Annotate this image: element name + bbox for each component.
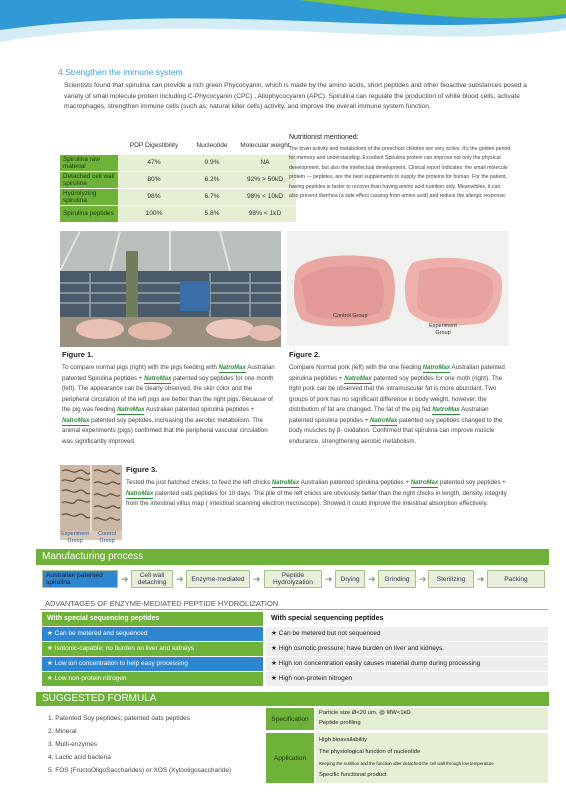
table-row bbox=[60, 188, 296, 205]
table-cell: NA bbox=[234, 154, 296, 171]
figure1-text bbox=[62, 363, 280, 447]
figure3-text-d: patented oats peptides for 10 days. The pile of the left chicks are obviously better than the right chicks in length, density, integrity from the intestinal villus map ( intestinal scanning electron microscope). Showed it could improve the intestinal absorption effectively. bbox=[126, 489, 507, 507]
arrow-right-icon: ➜ bbox=[368, 574, 376, 584]
comparison-table bbox=[60, 137, 296, 223]
row-label: Spirulina raw material bbox=[60, 154, 118, 171]
process-step: Peptide Hydrolyzation bbox=[264, 570, 322, 588]
process-step: Grinding bbox=[378, 570, 416, 588]
arrow-right-icon: ➜ bbox=[176, 574, 184, 584]
advantage-item: ★ Can be metered and sequenced bbox=[42, 627, 263, 641]
row-label: Spirulina peptides bbox=[60, 205, 118, 222]
table-cell: 5.8% bbox=[190, 205, 234, 222]
left-column-header: With special sequencing peptides bbox=[42, 612, 263, 626]
arrow-right-icon: ➜ bbox=[121, 574, 129, 584]
figure2-text-d: Australian patented spirulina peptides + bbox=[289, 406, 489, 424]
figure2-text-e: patented soy peptides changed to the body muscles by β- oxidation. Confirmed that spirulina can improve muscle endurance, strengthening aerobic metabolism. bbox=[289, 416, 503, 445]
process-step: Cell wall detaching bbox=[131, 570, 173, 588]
intro-paragraph: Scientists found that spirulina can provide a rich green Phycocyanin, which is made by the amino acids, short peptides and other bioactive substances posed a variety of small molecule protein including C-Phycocyanin (CPC) , Allophycocyanin (APC). Spirulina can regulate the production of white blood cells, activate macrophages, strengthen immune cells (such as: natural killer cells) activity, and improve the overall immune system function. bbox=[64, 82, 527, 110]
pig-farm-photo bbox=[60, 231, 281, 347]
table-cell: 0.9% bbox=[190, 154, 234, 171]
figure2-label: Figure 2. bbox=[289, 350, 321, 359]
figure3-text-b: Australian patented spirulina peptides + bbox=[300, 479, 410, 486]
comparison-item: ★ Can be metered but not sequenced bbox=[266, 627, 548, 641]
formula-item: 5. FOS (FructoOligoSaccharides) or XOS (Xylooligosaccharide) bbox=[48, 767, 232, 774]
figure2-text-a: Compare Normal pork (left) with the one feeding bbox=[289, 364, 422, 371]
intestinal-villus-image bbox=[60, 465, 122, 540]
comparison-item: ★ High ion concentration easily causes material dump during processing bbox=[266, 657, 548, 671]
app-value: Keeping the nutrition and the function after detached the cell wall through low temperature bbox=[319, 761, 494, 766]
table-row bbox=[60, 171, 296, 188]
comparison-item: ★ High osmotic pressure; have burden on liver and kidneys. bbox=[266, 642, 548, 656]
figure1-text-b: Australian patented Spirulina peptides + bbox=[62, 364, 275, 382]
natromax-logo: NatroMax bbox=[370, 417, 398, 424]
process-step: Sterilizing bbox=[428, 570, 474, 588]
natromax-logo: NatroMax bbox=[62, 417, 90, 424]
figure1-text-d: Australian patented spirulina peptides + bbox=[145, 406, 255, 413]
divider bbox=[40, 609, 548, 610]
spec-value: Particle size Ø<20 um, @ MW<1kD bbox=[319, 710, 411, 716]
advantages-title: ADVANTAGES OF ENZYME-MEDIATED PEPTIDE HYDROLIZATION bbox=[45, 599, 279, 608]
advantage-item: ★ Isotonic-capable; no burden on liver and kidneys bbox=[42, 642, 263, 656]
advantage-item: ★ Low non-protein nitrogen bbox=[42, 672, 263, 686]
figure2-text-b: Australian patented spirulina peptides + bbox=[289, 364, 505, 382]
table-corner bbox=[60, 137, 118, 154]
formula-title-bar: SUGGESTED FORMULA bbox=[36, 692, 549, 706]
right-column-header: With special sequencing peptides bbox=[266, 612, 548, 626]
figure3-text-a: Tested the just hatched chicks, to feed the left chicks bbox=[126, 479, 271, 486]
formula-item: 2. Mineral bbox=[48, 728, 77, 735]
table-cell: 6.7% bbox=[190, 188, 234, 205]
figure3-text bbox=[126, 478, 514, 510]
control-group-label: Control Group bbox=[333, 313, 368, 319]
natromax-logo: NatroMax bbox=[271, 480, 300, 486]
table-header: Nucleotide bbox=[190, 137, 234, 154]
app-value: Specific functional product bbox=[319, 771, 387, 778]
section-title: 4.Strengthen the immune system bbox=[58, 67, 183, 77]
app-value: High bioavailability bbox=[319, 737, 368, 743]
experiment-group-caption: Experiment Group bbox=[61, 531, 89, 544]
table-header: Molecular weight bbox=[234, 137, 296, 154]
advantage-item: ★ Low ion concentration to help easy processing bbox=[42, 657, 263, 671]
process-step: Drying bbox=[335, 570, 365, 588]
formula-item: 3. Multi-enzymes bbox=[48, 741, 98, 748]
table-row bbox=[60, 205, 296, 222]
figure2-text bbox=[289, 363, 511, 447]
table-cell: 98% < 1kD bbox=[234, 205, 296, 222]
table-header-row bbox=[60, 137, 296, 154]
header-wave bbox=[0, 0, 566, 62]
table-cell: 80% bbox=[118, 171, 190, 188]
row-label: Hydrolyzing spirulina bbox=[60, 188, 118, 205]
table-cell: 92% > 50kD bbox=[234, 171, 296, 188]
row-label: Detached cell wall spirulina bbox=[60, 171, 118, 188]
natromax-logo: NatroMax bbox=[344, 375, 372, 382]
arrow-right-icon: ➜ bbox=[253, 574, 261, 584]
natromax-logo: NatroMax bbox=[126, 490, 154, 497]
specification-values bbox=[316, 708, 548, 730]
control-group-caption: Control Group bbox=[98, 531, 116, 544]
figure3-label: Figure 3. bbox=[126, 465, 158, 474]
table-cell: 98% < 10kD bbox=[234, 188, 296, 205]
arrow-right-icon: ➜ bbox=[477, 574, 485, 584]
figure3-text-c: patented soy peptides + bbox=[439, 479, 506, 486]
figure2-text-c: patented soy peptides for one moth (right). The right pork can be observed that the intramuscular fat is more abundant. Two groups of pork has no significant difference in body weight, however, the distribution of fat are changed. The fat of the pig fed bbox=[289, 374, 503, 413]
formula-item: 1. Patented Soy peptides; patented oats peptides bbox=[48, 715, 191, 722]
specification-label: Specification bbox=[266, 708, 314, 730]
figure1-text-a: To compare normal pigs (right) with the pigs feeding with bbox=[62, 364, 217, 371]
arrow-right-icon: ➜ bbox=[419, 574, 427, 584]
natromax-logo: NatroMax bbox=[432, 407, 460, 413]
table-cell: 6.2% bbox=[190, 171, 234, 188]
nutritionist-text: The brain activity and metabolism of the preschool children are very active. It's the golden period for memory and understanding. Excellent Spirulina protein can improve not only the physical development, but also the intellectual development. Clinical report indicates: the small molecule protein --- peptides, are the best supplements to supply the proteins for human. For the patient, having peptides is faster to recover than having amino acid nutrition only. Meanwhiles, it can also prevent diarrhea (a side effect causing from amino acid) and reduce the allergic response. bbox=[289, 146, 511, 200]
formula-item: 4. Lactic acid bacteria bbox=[48, 754, 111, 761]
application-values bbox=[316, 733, 548, 783]
figure1-label: Figure 1. bbox=[62, 350, 94, 359]
process-step: Packing bbox=[487, 570, 545, 588]
table-cell: 47% bbox=[118, 154, 190, 171]
natromax-logo: NatroMax bbox=[422, 365, 451, 371]
figure1-text-c: patented soy peptides for one month (left). The appearance can be clearly observed, the skin color and the peripheral circulation of the left pigs are better than the right pigs. Because of the pig was feeding bbox=[62, 374, 274, 413]
process-step: Australian patented spirulina bbox=[42, 570, 118, 588]
process-step: Enzyme-mediated bbox=[186, 570, 250, 588]
natromax-logo: NatroMax bbox=[410, 480, 439, 486]
application-label: Application bbox=[266, 733, 314, 783]
pork-photo bbox=[287, 231, 509, 346]
table-row bbox=[60, 154, 296, 171]
comparison-item: ★ High non-protein nitrogen bbox=[266, 672, 548, 686]
natromax-logo: NatroMax bbox=[144, 375, 172, 382]
arrow-right-icon: ➜ bbox=[325, 574, 333, 584]
manufacturing-title-bar: Manufacturing process bbox=[36, 549, 549, 565]
natromax-logo: NatroMax bbox=[218, 365, 246, 371]
table-header: PDP Digestibility bbox=[118, 137, 190, 154]
table-cell: 100% bbox=[118, 205, 190, 222]
app-value: The physiological function of nucleotide bbox=[319, 748, 421, 755]
experiment-group-label: Experiment Group bbox=[429, 323, 457, 336]
spec-value: Peptide profiling bbox=[319, 720, 361, 726]
nutritionist-title: Nutritionist mentioned: bbox=[289, 134, 359, 141]
table-cell: 98% bbox=[118, 188, 190, 205]
natromax-logo: NatroMax bbox=[117, 407, 145, 413]
figure1-text-e: patented soy peptides, increasing the aerobic metabolism. The animal experiments (pigs) confirmed that the peripheral vascular circulation was significantly improved. bbox=[62, 416, 268, 445]
